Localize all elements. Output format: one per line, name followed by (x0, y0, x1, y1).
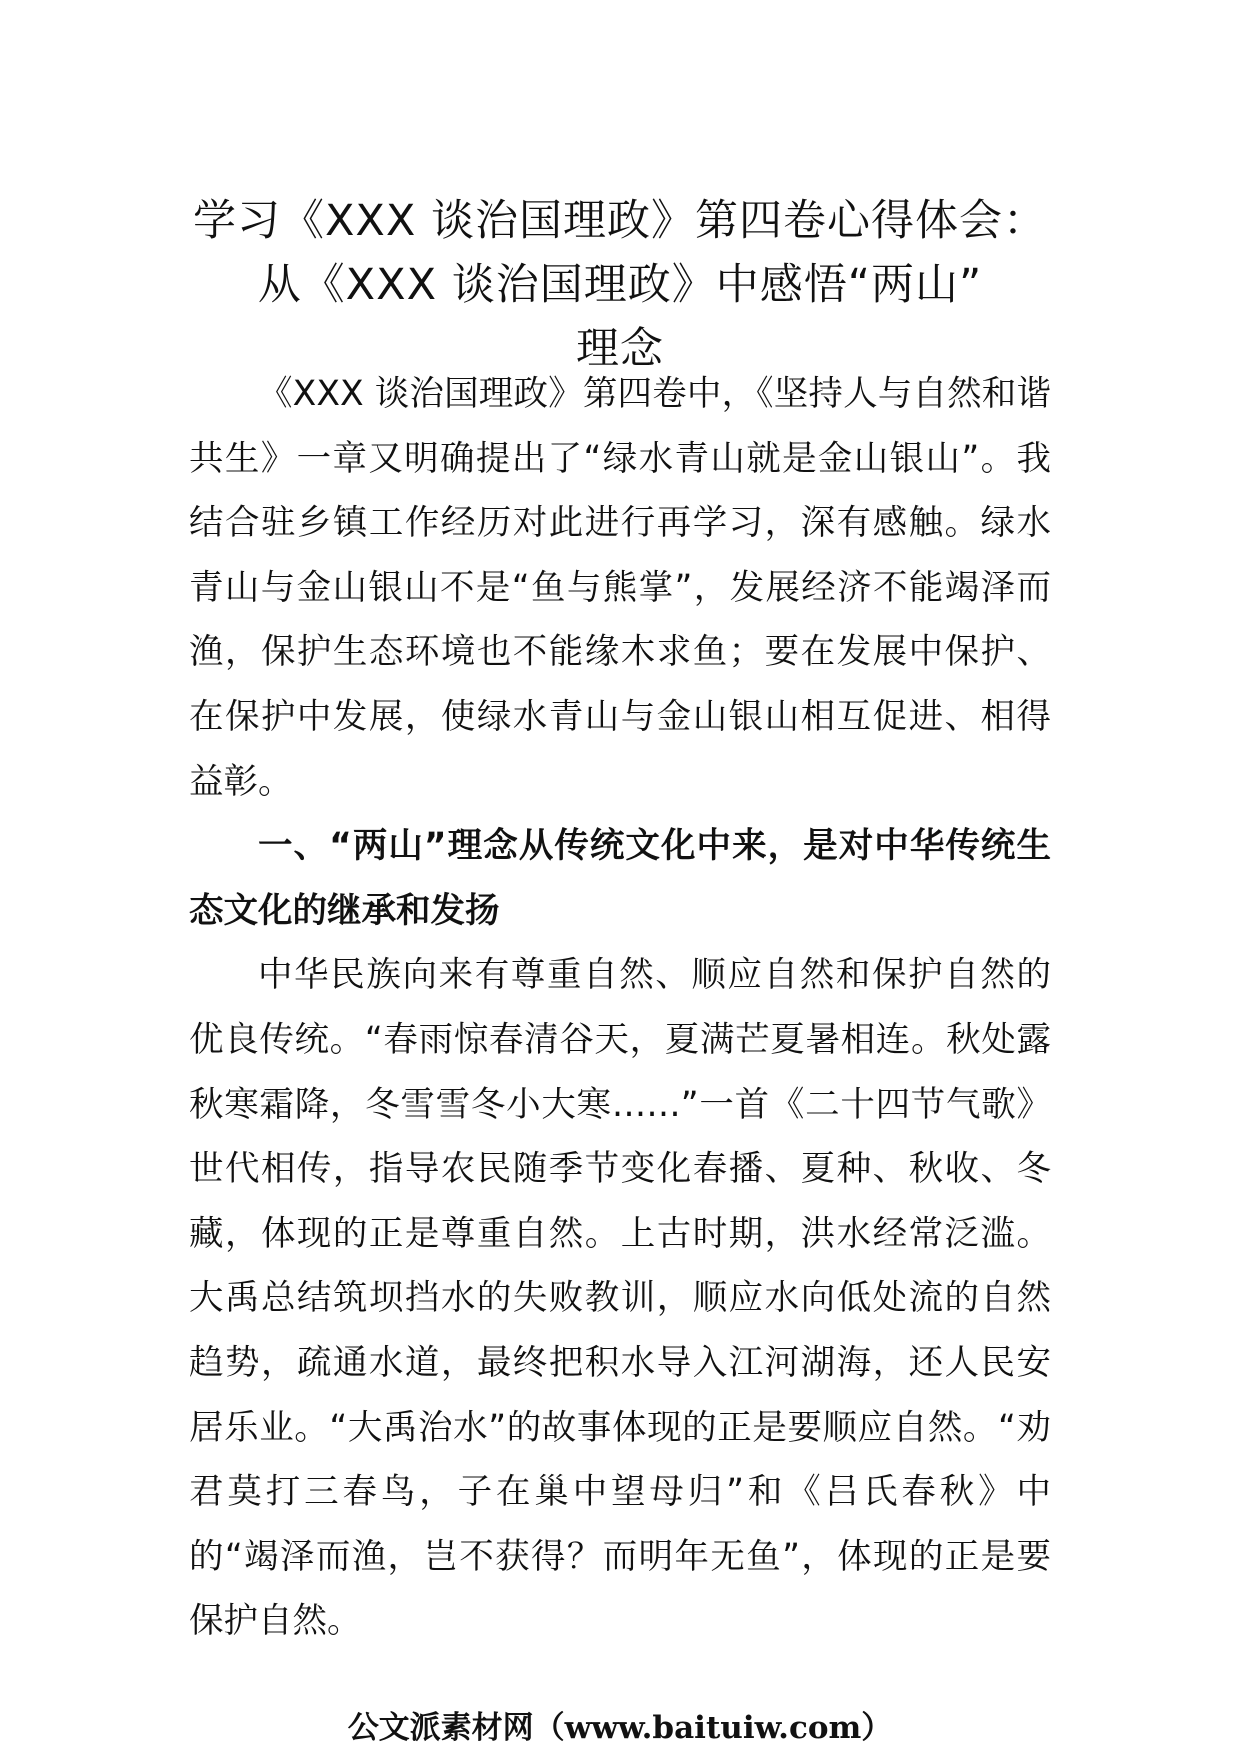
body-paragraph: 中华民族向来有尊重自然、顺应自然和保护自然的优良传统。“春雨惊春清谷天，夏满芒夏暑相连。秋处露秋寒霜降，冬雪雪冬小大寒……”一首《二十四节气歌》世代相传，指导农民随季节变化春播、夏种、秋收、冬藏，体现的正是尊重自然。上古时期，洪水经常泛滥。大禹总结筑坝挡水的失败教训，顺应水向低处流的自然趋势，疏通水道，最终把积水导入江河湖海，还人民安居乐业。“大禹治水”的故事体现的正是要顺应自然。“劝君莫打三春鸟，子在巢中望母归”和《吕氏春秋》中的“竭泽而渔，岂不获得？而明年无鱼”，体现的正是要保护自然。 (189, 955, 1051, 1642)
document-body (189, 362, 1051, 1654)
intro-paragraph: 《XXX 谈治国理政》第四卷中，《坚持人与自然和谐共生》一章又明确提出了“绿水青山就是金山银山”。我结合驻乡镇工作经历对此进行再学习，深有感触。绿水青山与金山银山不是“鱼与熊掌”，发展经济不能竭泽而渔，保护生态环境也不能缘木求鱼；要在发展中保护、在保护中发展，使绿水青山与金山银山相互促进、相得益彰。 (189, 374, 1051, 802)
document-title (150, 189, 1090, 381)
source-watermark-footer: 公文派素材网（www.baituiw.com） (347, 1710, 893, 1746)
title-line-1: 学习《XXX 谈治国理政》第四卷心得体会： (192, 195, 1048, 246)
title-line-3: 理念 (576, 323, 664, 374)
section-heading-1: 一、“两山”理念从传统文化中来，是对中华传统生态文化的继承和发扬 (189, 826, 1051, 931)
title-line-2: 从《XXX 谈治国理政》中感悟“两山” (257, 259, 983, 310)
